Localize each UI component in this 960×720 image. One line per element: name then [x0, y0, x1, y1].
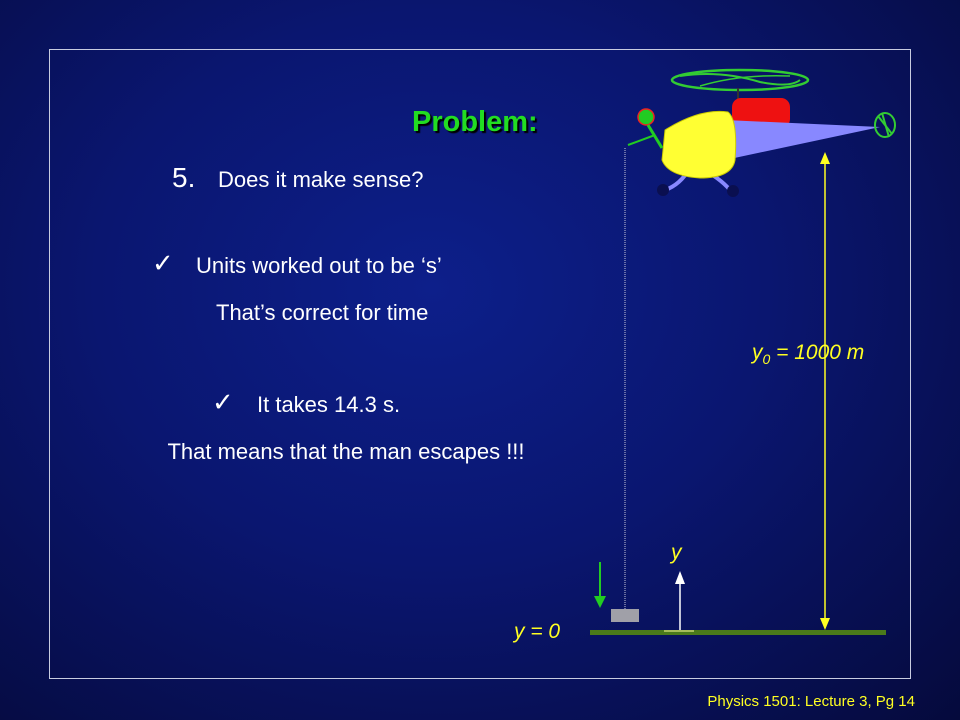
check-icon: ✓ — [212, 388, 234, 418]
bullet-units-detail: That’s correct for time — [216, 300, 429, 325]
step-question: Does it make sense? — [218, 167, 424, 192]
bullet-time-detail: That means that the man escapes !!! — [167, 439, 525, 464]
ground-line — [590, 630, 886, 635]
bullet-units: Units worked out to be ‘s’ — [196, 253, 442, 278]
slide-title: Problem: — [412, 106, 538, 138]
tail-rotor-icon — [875, 113, 895, 137]
y-axis-label: y — [671, 541, 682, 564]
cabin-icon — [662, 111, 736, 178]
bullet-time: It takes 14.3 s. — [257, 392, 401, 417]
height-label: $y_0 = 1000$ m — [752, 341, 865, 368]
person-icon — [628, 109, 662, 148]
y-axis-arrow — [675, 571, 685, 630]
package-icon — [611, 609, 639, 622]
ground-label: y = 0 — [514, 620, 561, 643]
slide-footer: Physics 1501: Lecture 3, Pg 14 — [707, 693, 915, 710]
falling-arrow — [594, 562, 606, 608]
height-arrow — [820, 152, 830, 630]
tail-icon — [725, 120, 880, 160]
step-number: 5. — [172, 162, 196, 193]
check-icon: ✓ — [152, 249, 174, 279]
